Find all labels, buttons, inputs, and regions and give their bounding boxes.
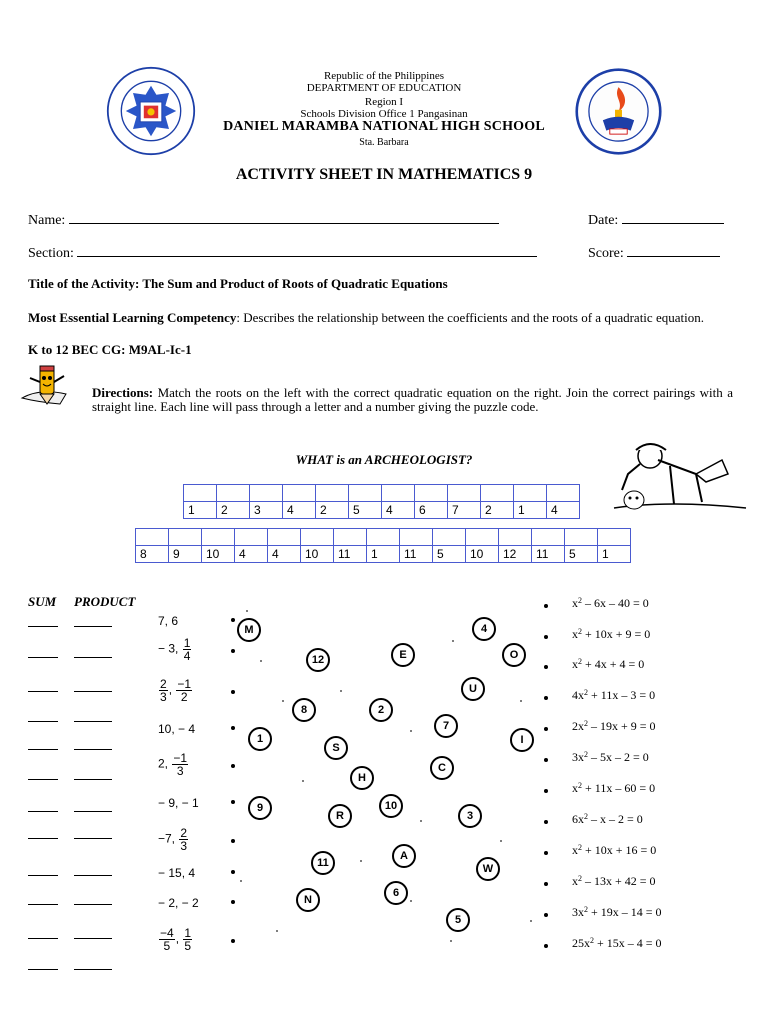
fraction-numerator: −1 [173, 751, 188, 765]
scan-speck [450, 940, 452, 942]
root-pair: 7, 6 [158, 614, 179, 628]
exponent-two: 2 [584, 750, 588, 759]
sum-blank[interactable] [28, 875, 58, 876]
puzzle-answer-box[interactable] [466, 529, 499, 546]
sum-blank[interactable] [28, 811, 58, 812]
quadratic-equation [572, 596, 649, 611]
fraction-denominator: 4 [183, 649, 191, 663]
page-title: ACTIVITY SHEET IN MATHEMATICS 9 [235, 166, 533, 183]
puzzle-circle: R [328, 804, 352, 828]
scan-speck [260, 660, 262, 662]
puzzle-code-number: 2 [217, 502, 250, 519]
exponent-two: 2 [584, 688, 588, 697]
puzzle-answer-box[interactable] [283, 485, 316, 502]
score-field[interactable] [588, 243, 720, 262]
name-field[interactable] [28, 210, 499, 229]
puzzle-code-number: 5 [565, 546, 598, 563]
directions-text: Match the roots on the left with the correct quadratic equation on the right. Join the correct pairings with a straight line. Each line will pass through a letter and a number giving the puzzle code. [92, 385, 733, 414]
puzzle-code-number: 1 [184, 502, 217, 519]
exponent-two: 2 [578, 843, 582, 852]
puzzle-answer-box[interactable] [448, 485, 481, 502]
equation-rest: – 6x – 40 = 0 [582, 596, 649, 610]
puzzle-code-number: 4 [235, 546, 268, 563]
equation-lead-term: x [572, 657, 578, 671]
equation-rest: + 4x + 4 = 0 [582, 657, 645, 671]
equation-dot[interactable] [544, 727, 548, 731]
section-label: Section: [28, 246, 74, 261]
puzzle-circle: 3 [458, 804, 482, 828]
sum-blank[interactable] [28, 657, 58, 658]
quadratic-equation [572, 905, 662, 920]
exponent-two: 2 [584, 905, 588, 914]
puzzle-circle: 7 [434, 714, 458, 738]
scan-speck [410, 900, 412, 902]
header-republic: Republic of the Philippines [323, 70, 445, 82]
scan-speck [452, 640, 454, 642]
section-field[interactable] [28, 243, 537, 262]
fraction-denominator: 5 [163, 939, 171, 953]
scan-speck [240, 880, 242, 882]
scan-speck [246, 610, 248, 612]
header-town: Sta. Barbara [359, 137, 409, 148]
exponent-two: 2 [584, 719, 588, 728]
puzzle-answer-box[interactable] [400, 529, 433, 546]
root-value: 2, [158, 756, 172, 771]
puzzle-answer-box[interactable] [598, 529, 631, 546]
puzzle-circle: 9 [248, 796, 272, 820]
sum-blank[interactable] [28, 904, 58, 905]
puzzle-answer-box[interactable] [268, 529, 301, 546]
equation-lead-term: 4x [572, 688, 584, 702]
puzzle-circle: 8 [292, 698, 316, 722]
date-field[interactable] [588, 210, 724, 229]
puzzle-code-number: 4 [283, 502, 316, 519]
equation-lead-term: 2x [572, 719, 584, 733]
scan-speck [276, 930, 278, 932]
exponent-two: 2 [578, 874, 582, 883]
puzzle-answer-box[interactable] [301, 529, 334, 546]
puzzle-code-number: 1 [514, 502, 547, 519]
puzzle-question: WHAT is an ARCHEOLOGIST? [295, 452, 473, 467]
fraction-numerator: 1 [183, 636, 191, 650]
equation-lead-term: 6x [572, 812, 584, 826]
puzzle-circle: N [296, 888, 320, 912]
equation-dot[interactable] [544, 913, 548, 917]
directions [92, 386, 733, 414]
root-dot[interactable] [231, 649, 235, 653]
score-blank[interactable] [627, 243, 720, 257]
product-blank[interactable] [74, 838, 112, 839]
equation-dot[interactable] [544, 789, 548, 793]
product-blank[interactable] [74, 938, 112, 939]
puzzle-code-number: 10 [202, 546, 235, 563]
puzzle-answer-box[interactable] [367, 529, 400, 546]
puzzle-answer-box[interactable] [316, 485, 349, 502]
activity-title: Title of the Activity: The Sum and Product of Roots of Quadratic Equations [28, 276, 448, 291]
puzzle-answer-box[interactable] [169, 529, 202, 546]
puzzle-circle: U [461, 677, 485, 701]
root-pair [158, 927, 193, 952]
equation-dot[interactable] [544, 758, 548, 762]
curriculum-code: K to 12 BEC CG: M9AL-Ic-1 [28, 342, 192, 357]
melc-paragraph [28, 311, 733, 325]
equation-dot[interactable] [544, 851, 548, 855]
puzzle-answer-box[interactable] [415, 485, 448, 502]
product-blank[interactable] [74, 626, 112, 627]
quadratic-equation [572, 843, 656, 858]
puzzle-circle: 4 [472, 617, 496, 641]
sum-blank[interactable] [28, 779, 58, 780]
root-pair [158, 637, 192, 662]
root-dot[interactable] [231, 839, 235, 843]
equation-lead-term: x [572, 596, 578, 610]
product-blank[interactable] [74, 721, 112, 722]
root-pair [158, 752, 189, 777]
puzzle-circle: S [324, 736, 348, 760]
root-pair [158, 827, 189, 852]
quadratic-equation [572, 874, 656, 889]
quadratic-equation [572, 750, 649, 765]
sum-blank[interactable] [28, 721, 58, 722]
equation-rest: + 10x + 9 = 0 [582, 627, 651, 641]
fraction [179, 827, 188, 852]
puzzle-circle: 6 [384, 881, 408, 905]
product-blank[interactable] [74, 691, 112, 692]
name-label: Name: [28, 213, 66, 228]
root-dot[interactable] [231, 618, 235, 622]
date-label: Date: [588, 213, 619, 228]
equation-rest: – x – 2 = 0 [588, 812, 643, 826]
exponent-two: 2 [578, 596, 582, 605]
scan-speck [282, 700, 284, 702]
equation-rest: + 15x – 4 = 0 [594, 936, 662, 950]
root-value: − 3, [158, 641, 182, 656]
puzzle-code-number: 11 [532, 546, 565, 563]
equation-dot[interactable] [544, 696, 548, 700]
equation-lead-term: x [572, 874, 578, 888]
fraction-denominator: 3 [176, 764, 184, 778]
fraction-denominator: 3 [160, 690, 167, 704]
puzzle-circle: 12 [306, 648, 330, 672]
scan-speck [340, 690, 342, 692]
puzzle-code-number: 4 [268, 546, 301, 563]
sum-blank[interactable] [28, 838, 58, 839]
fraction [183, 637, 192, 662]
directions-label: Directions: [92, 385, 154, 400]
root-dot[interactable] [231, 939, 235, 943]
puzzle-answer-box[interactable] [547, 485, 580, 502]
root-dot[interactable] [231, 870, 235, 874]
equation-dot[interactable] [544, 665, 548, 669]
root-pair: − 9, − 1 [158, 796, 199, 810]
puzzle-answer-box[interactable] [235, 529, 268, 546]
puzzle-answer-box[interactable] [250, 485, 283, 502]
equation-rest: + 11x – 60 = 0 [582, 781, 656, 795]
puzzle-code-number: 4 [382, 502, 415, 519]
root-dot[interactable] [231, 800, 235, 804]
puzzle-answer-box[interactable] [136, 529, 169, 546]
fraction [172, 752, 188, 777]
puzzle-code-number: 1 [367, 546, 400, 563]
sum-header: SUM [28, 594, 57, 609]
root-pair [158, 678, 193, 703]
product-blank[interactable] [74, 875, 112, 876]
melc-text: : Describes the relationship between the coefficients and the roots of a quadratic equation. [236, 310, 704, 325]
exponent-two: 2 [590, 936, 594, 945]
scan-speck [410, 730, 412, 732]
fraction [183, 927, 192, 952]
equation-lead-term: 3x [572, 750, 584, 764]
root-separator: , [175, 931, 183, 946]
sum-blank[interactable] [28, 626, 58, 627]
puzzle-answer-box[interactable] [334, 529, 367, 546]
puzzle-circle: I [510, 728, 534, 752]
header-division: Schools Division Office 1 Pangasinan [300, 108, 468, 120]
equation-rest: + 10x + 16 = 0 [582, 843, 657, 857]
puzzle-code-number: 2 [316, 502, 349, 519]
equation-lead-term: 3x [572, 905, 584, 919]
equation-rest: – 5x – 2 = 0 [588, 750, 649, 764]
product-blank[interactable] [74, 749, 112, 750]
puzzle-circle: M [237, 618, 261, 642]
puzzle-circle: C [430, 756, 454, 780]
puzzle-circle: H [350, 766, 374, 790]
quadratic-equation [572, 936, 662, 951]
puzzle-answer-box[interactable] [202, 529, 235, 546]
fraction-denominator: 5 [184, 939, 192, 953]
root-pair: − 15, 4 [158, 866, 196, 880]
product-blank[interactable] [74, 904, 112, 905]
fraction [159, 678, 168, 703]
puzzle-circle: 1 [248, 727, 272, 751]
puzzle-code-number: 11 [400, 546, 433, 563]
puzzle-answer-box[interactable] [532, 529, 565, 546]
scan-speck [302, 780, 304, 782]
score-label: Score: [588, 246, 624, 261]
exponent-two: 2 [578, 781, 582, 790]
section-blank[interactable] [77, 243, 537, 257]
exponent-two: 2 [578, 627, 582, 636]
equation-rest: – 13x + 42 = 0 [582, 874, 656, 888]
equation-rest: – 19x + 9 = 0 [588, 719, 656, 733]
fraction-numerator: 1 [184, 926, 192, 940]
quadratic-equation [572, 719, 656, 734]
puzzle-answer-box[interactable] [481, 485, 514, 502]
equation-rest: + 11x – 3 = 0 [588, 688, 656, 702]
root-dot[interactable] [231, 764, 235, 768]
puzzle-code-number: 8 [136, 546, 169, 563]
puzzle-answer-box[interactable] [382, 485, 415, 502]
puzzle-circle: 11 [311, 851, 335, 875]
fraction [159, 927, 175, 952]
scan-speck [500, 840, 502, 842]
scan-speck [530, 920, 532, 922]
header-school-name: DANIEL MARAMBA NATIONAL HIGH SCHOOL [223, 119, 545, 134]
puzzle-answer-box[interactable] [184, 485, 217, 502]
melc-label: Most Essential Learning Competency [28, 310, 237, 325]
equation-lead-term: x [572, 843, 578, 857]
puzzle-circle: E [391, 643, 415, 667]
name-blank[interactable] [69, 210, 499, 224]
header-department: DEPARTMENT OF EDUCATION [306, 82, 462, 94]
equation-dot[interactable] [544, 882, 548, 886]
puzzle-circle: 10 [379, 794, 403, 818]
sum-blank[interactable] [28, 691, 58, 692]
puzzle-circle: A [392, 844, 416, 868]
sum-blank[interactable] [28, 969, 58, 970]
header-region: Region I [364, 96, 404, 108]
puzzle-circle: 2 [369, 698, 393, 722]
root-dot[interactable] [231, 690, 235, 694]
root-separator: , [168, 682, 176, 697]
root-pair: 10, − 4 [158, 722, 196, 736]
puzzle-code-number: 10 [466, 546, 499, 563]
puzzle-circle: O [502, 643, 526, 667]
equation-dot[interactable] [544, 944, 548, 948]
puzzle-answer-box[interactable] [349, 485, 382, 502]
quadratic-equation [572, 657, 644, 672]
exponent-two: 2 [578, 657, 582, 666]
equation-dot[interactable] [544, 635, 548, 639]
equation-lead-term: x [572, 627, 578, 641]
puzzle-answer-box[interactable] [514, 485, 547, 502]
sum-blank[interactable] [28, 938, 58, 939]
exponent-two: 2 [584, 812, 588, 821]
archeologist-cartoon-icon [610, 434, 750, 518]
product-blank[interactable] [74, 969, 112, 970]
pencil-mascot-icon [20, 364, 76, 412]
puzzle-code-number: 10 [301, 546, 334, 563]
puzzle-code-number: 4 [547, 502, 580, 519]
puzzle-code-number: 5 [433, 546, 466, 563]
puzzle-answer-box[interactable] [499, 529, 532, 546]
puzzle-answer-box[interactable] [565, 529, 598, 546]
fraction-numerator: −4 [160, 926, 174, 940]
root-pair: − 2, − 2 [158, 896, 199, 910]
quadratic-equation [572, 688, 655, 703]
fraction-numerator: −1 [177, 677, 192, 691]
equation-dot[interactable] [544, 604, 548, 608]
puzzle-code-number: 5 [349, 502, 382, 519]
fraction-numerator: 2 [180, 826, 188, 840]
puzzle-circle: 5 [446, 908, 470, 932]
product-blank[interactable] [74, 779, 112, 780]
root-dot[interactable] [231, 900, 235, 904]
puzzle-code-number: 3 [250, 502, 283, 519]
equation-lead-term: x [572, 781, 578, 795]
puzzle-code-number: 12 [499, 546, 532, 563]
puzzle-answer-box[interactable] [217, 485, 250, 502]
fraction-denominator: 3 [180, 839, 188, 853]
fraction [176, 678, 192, 703]
product-blank[interactable] [74, 811, 112, 812]
scan-speck [420, 820, 422, 822]
root-dot[interactable] [231, 726, 235, 730]
puzzle-code-number: 1 [598, 546, 631, 563]
puzzle-grid-row2 [135, 528, 631, 563]
puzzle-code-number: 11 [334, 546, 367, 563]
product-blank[interactable] [74, 657, 112, 658]
puzzle-answer-box[interactable] [433, 529, 466, 546]
puzzle-code-number: 2 [481, 502, 514, 519]
fraction-numerator: 2 [160, 677, 167, 691]
fraction-denominator: 2 [180, 690, 188, 704]
date-blank[interactable] [622, 210, 724, 224]
scan-speck [520, 700, 522, 702]
root-value: −7, [158, 831, 179, 846]
equation-dot[interactable] [544, 820, 548, 824]
quadratic-equation [572, 812, 643, 827]
puzzle-grid-row1 [183, 484, 580, 519]
equation-rest: + 19x – 14 = 0 [588, 905, 662, 919]
product-header: PRODUCT [74, 594, 136, 609]
sum-blank[interactable] [28, 749, 58, 750]
quadratic-equation [572, 627, 650, 642]
puzzle-code-number: 9 [169, 546, 202, 563]
scan-speck [360, 860, 362, 862]
puzzle-circle: W [476, 857, 500, 881]
puzzle-code-number: 7 [448, 502, 481, 519]
equation-lead-term: 25x [572, 936, 590, 950]
puzzle-code-number: 6 [415, 502, 448, 519]
quadratic-equation [572, 781, 655, 796]
